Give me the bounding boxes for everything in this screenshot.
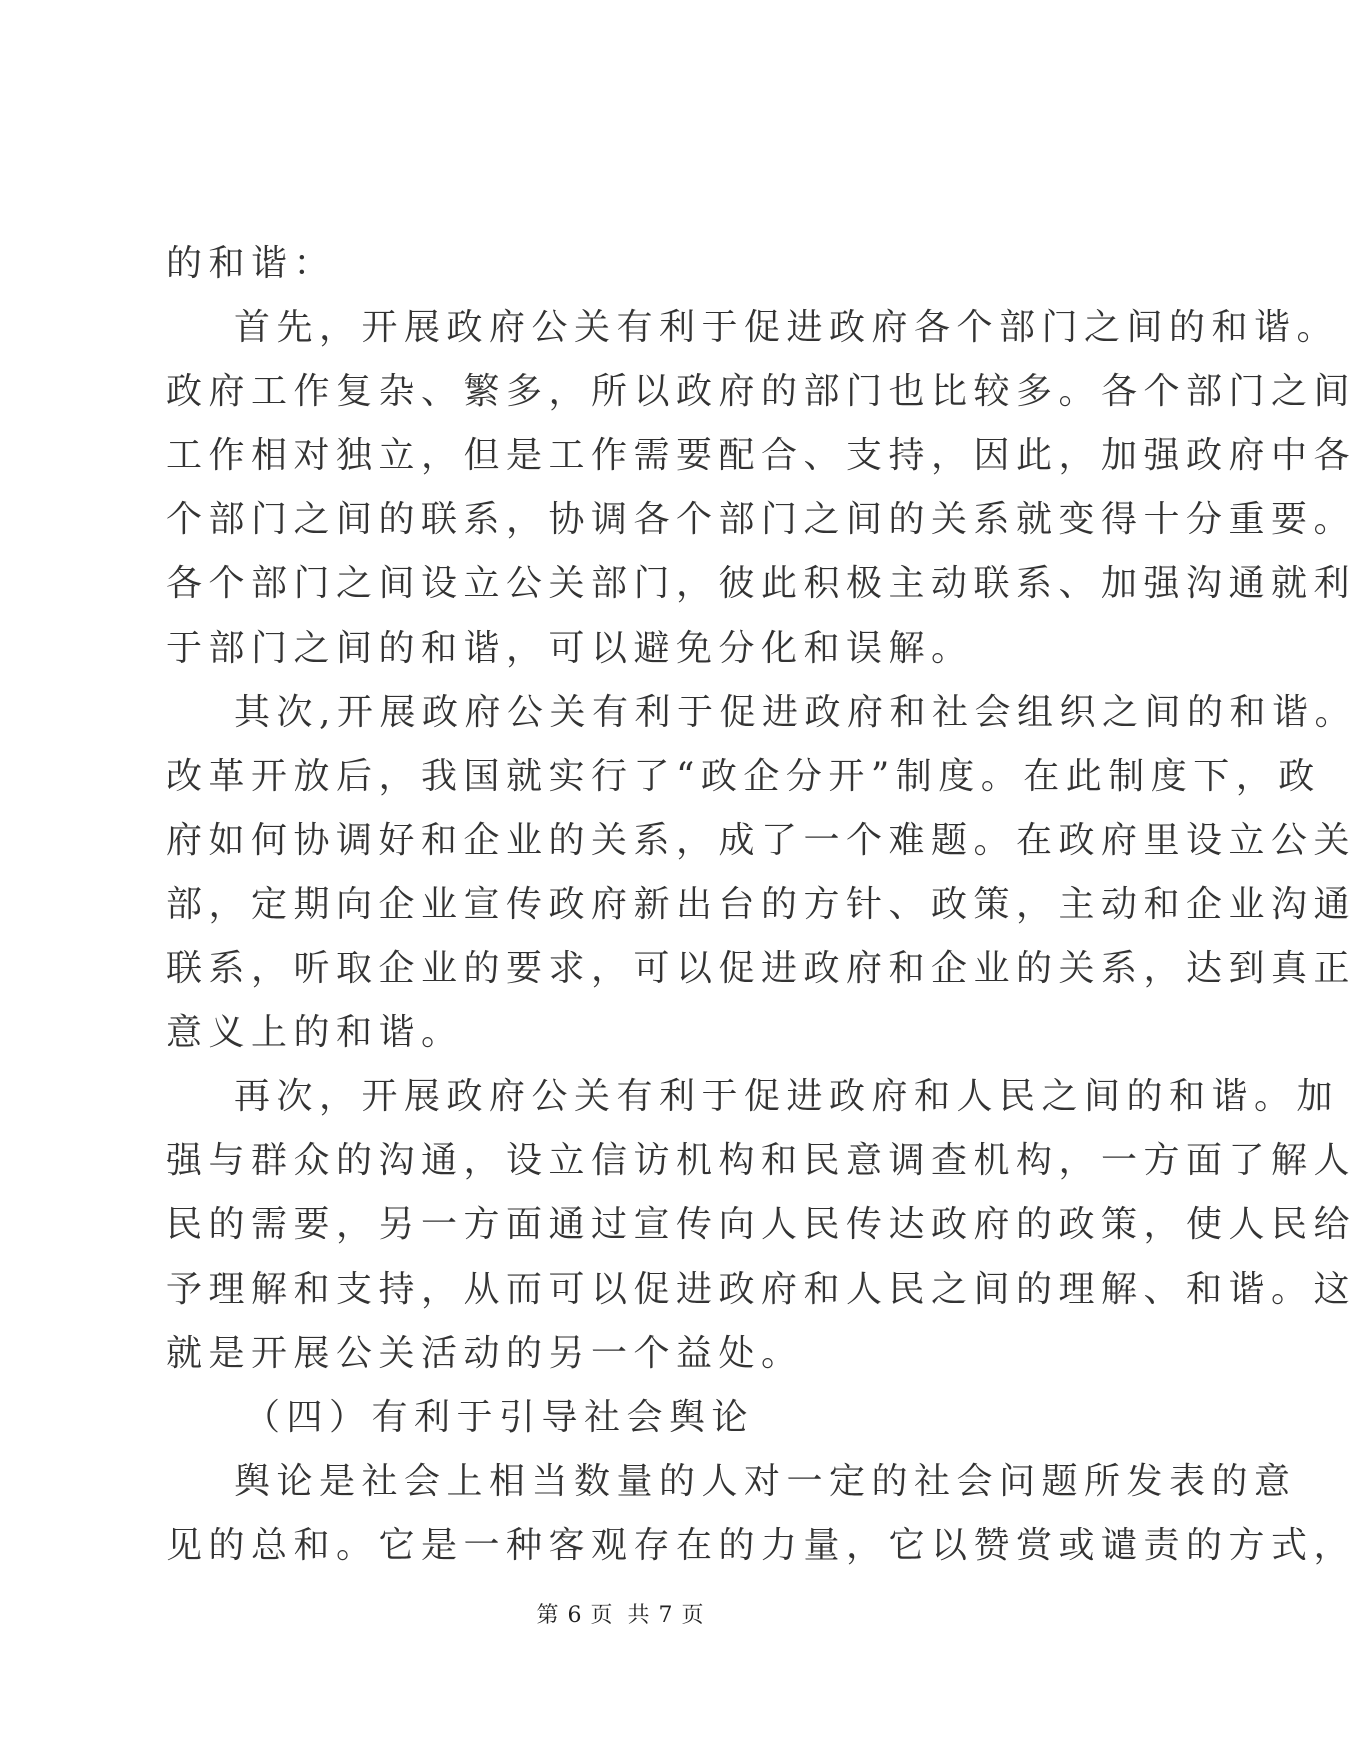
text-line: 个部门之间的联系，协调各个部门之间的关系就变得十分重要。 (166, 499, 1357, 541)
text-line: 的和谐： (166, 243, 337, 284)
page-footer (0, 1598, 1241, 1629)
text-line: 于部门之间的和谐，可以避免分化和误解。 (166, 627, 974, 669)
text-line: 工作相对独立，但是工作需要配合、支持，因此，加强政府中各 (166, 435, 1357, 477)
text-line: 予理解和支持，从而可以促进政府和人民之间的理解、和谐。这 (166, 1268, 1357, 1310)
text-line: 其次,开展政府公关有利于促进政府和社会组织之间的和谐。 (234, 691, 1357, 733)
text-line: 改革开放后，我国就实行了“政企分开”制度。在此制度下，政 (166, 755, 1321, 797)
section-heading: （四）有利于引导社会舆论 (244, 1396, 755, 1438)
body-text (166, 232, 1357, 1578)
text-line: 再次，开展政府公关有利于促进政府和人民之间的和谐。加 (234, 1076, 1340, 1118)
text-line: 首先，开展政府公关有利于促进政府各个部门之间的和谐。 (234, 307, 1340, 349)
text-line: 就是开展公关活动的另一个益处。 (166, 1332, 804, 1374)
text-line: 府如何协调好和企业的关系，成了一个难题。在政府里设立公关 (166, 819, 1357, 861)
text-line: 强与群众的沟通，设立信访机构和民意调查机构，一方面了解人 (166, 1140, 1357, 1182)
text-line: 舆论是社会上相当数量的人对一定的社会问题所发表的意 (234, 1460, 1297, 1502)
text-line: 意义上的和谐。 (166, 1012, 464, 1054)
page-total: 共 7 页 (627, 1603, 705, 1628)
page-number: 第 6 页 (536, 1603, 614, 1628)
text-line: 联系，听取企业的要求，可以促进政府和企业的关系，达到真正 (166, 948, 1357, 990)
text-line: 民的需要，另一方面通过宣传向人民传达政府的政策，使人民给 (166, 1204, 1357, 1246)
text-line: 各个部门之间设立公关部门，彼此积极主动联系、加强沟通就利 (166, 563, 1357, 605)
text-line: 政府工作复杂、繁多，所以政府的部门也比较多。各个部门之间 (166, 371, 1357, 413)
text-line: 部，定期向企业宣传政府新出台的方针、政策，主动和企业沟通 (166, 883, 1357, 925)
text-line: 见的总和。它是一种客观存在的力量，它以赞赏或谴责的方式， (166, 1524, 1357, 1566)
